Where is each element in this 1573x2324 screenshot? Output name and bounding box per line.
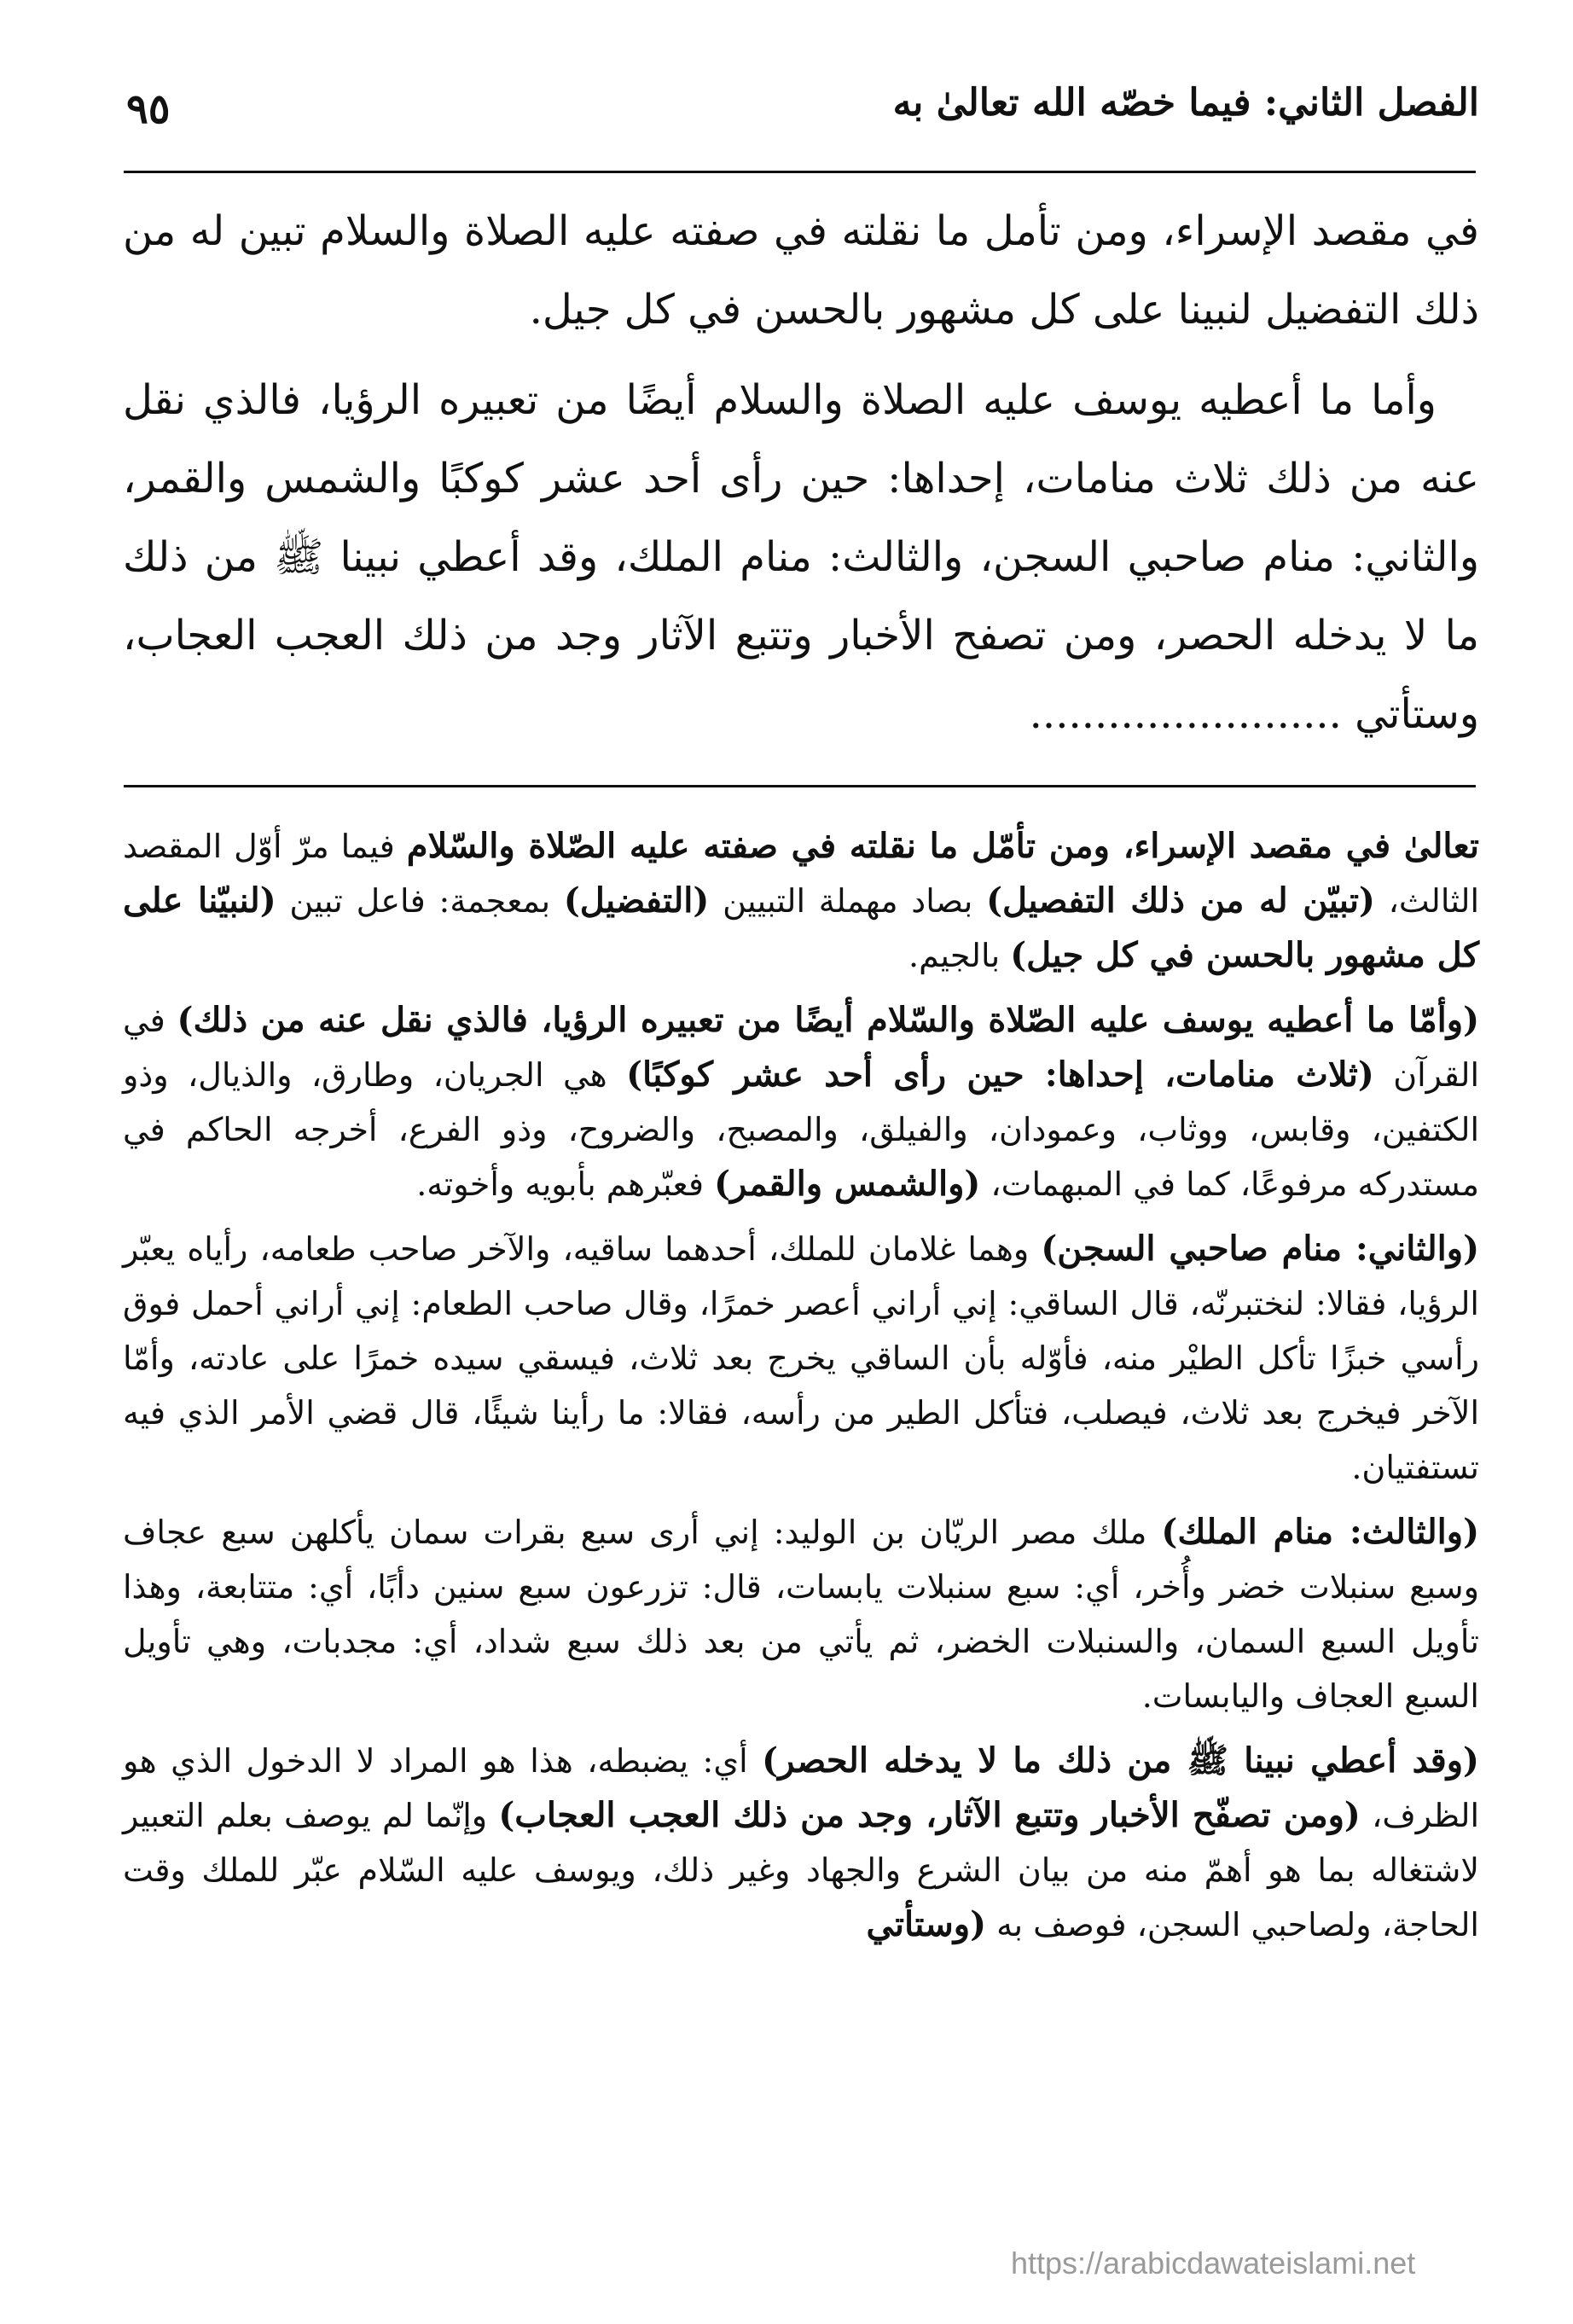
quoted-text: (والثاني: منام صاحبي السجن)	[1041, 1229, 1480, 1269]
commentary-text: بصاد مهملة التبيين	[709, 882, 987, 920]
commentary-paragraph-2	[123, 993, 1479, 1211]
quoted-text: (وستأتي	[866, 1904, 987, 1944]
commentary-text: ملك مصر الريّان بن الوليد: إني أرى سبع بقرات سمان يأكلهن سبع عجاف وسبع سنبلات خضر وأُخر، أي: سبع سنبلات يابسات، قال: تزرعون سبع سنين دأبًا، أي: متتابعة، وهذا تأويل السبع السمان، والسنبلات الخضر، ثم يأتي من بعد ذلك سبع شداد، أي: مجدبات، وهي تأويل السبع العجاف واليابسات.	[123, 1514, 1479, 1715]
commentary-text: فيما مرّ أوّل المقصد الثالث،	[123, 828, 1480, 920]
main-text-block	[123, 192, 1479, 765]
main-paragraph-2	[123, 361, 1479, 753]
commentary-paragraph-1	[123, 819, 1479, 983]
quoted-text: (التفضيل)	[563, 880, 710, 921]
quoted-text: تعالىٰ في مقصد الإسراء، ومن تأمّل ما نقلته في صفته عليه الصّلاة والسّلام	[406, 826, 1480, 866]
quoted-text: (لنبيّنا على كل مشهور بالحسن في كل جيل)	[123, 880, 1479, 975]
quoted-text: (وأمّا ما أعطيه يوسف عليه الصّلاة والسّلام أيضًا من تعبيره الرؤيا، فالذي نقل عنه من ذلك)	[177, 1000, 1480, 1040]
commentary-text: بالجيم.	[908, 937, 1011, 974]
commentary-block	[123, 819, 1479, 1962]
watermark-url: https://arabicdawateislami.net	[1011, 2246, 1416, 2280]
commentary-divider	[124, 785, 1476, 787]
quoted-text: (ومن تصفّح الأخبار وتتبع الآثار، وجد من ذلك العجب العجاب)	[498, 1795, 1361, 1835]
commentary-paragraph-4	[123, 1505, 1479, 1723]
quoted-text: (تبيّن له من ذلك التفصيل)	[986, 880, 1375, 921]
commentary-text: وإنّما لم يوصف بعلم التعبير لاشتغاله بما هو أهمّ منه من بيان الشرع والجهاد وغير ذلك، ويوسف عليه السّلام عبّر للملك وقت الحاجة، ولصاحبي السجن، فوصف به	[123, 1797, 1479, 1943]
chapter-header-title: الفصل الثاني: فيما خصّه الله تعالىٰ به	[892, 81, 1479, 125]
commentary-paragraph-3	[123, 1222, 1479, 1495]
commentary-text: بمعجمة: فاعل تبين	[276, 882, 564, 920]
main-paragraph-2-text: وأما ما أعطيه يوسف عليه الصلاة والسلام أيضًا من تعبيره الرؤيا، فالذي نقل عنه من ذلك ثلاث منامات، إحداها: حين رأى أحد عشر كوكبًا والشمس والقمر، والثاني: منام صاحبي السجن، والثالث: منام الملك، وقد أعطي نبينا ﷺ من ذلك ما لا يدخله الحصر، ومن تصفح الأخبار وتتبع الآثار وجد من ذلك العجب العجاب، وستأتي	[123, 376, 1479, 738]
commentary-paragraph-5	[123, 1734, 1479, 1952]
quoted-text: (والشمس والقمر)	[714, 1164, 981, 1204]
header-rule	[124, 171, 1476, 173]
quoted-text: (ثلاث منامات، إحداها: حين رأى أحد عشر كوكبًا)	[626, 1055, 1374, 1095]
page-number: ٩٥	[126, 85, 171, 133]
commentary-text: في القرآن	[123, 1002, 1480, 1094]
commentary-text: أي: يضبطه، هذا هو المراد لا الدخول الذي هو الظرف،	[123, 1742, 1480, 1834]
commentary-text: هي الجريان، وطارق، والذيال، وذو الكتفين، وقابس، ووثاب، وعمودان، والفيلق، والمصبح، والضروح، وذو الفرع، أخرجه الحاكم في مستدركه مرفوعًا، كما في المبهمات،	[123, 1056, 1479, 1203]
main-paragraph-1: في مقصد الإسراء، ومن تأمل ما نقلته في صفته عليه الصلاة والسلام تبين له من ذلك التفضيل لنبينا على كل مشهور بالحسن في كل جيل.	[123, 207, 1479, 334]
quoted-text: (وقد أعطي نبينا ﷺ من ذلك ما لا يدخله الحصر)	[762, 1740, 1479, 1781]
commentary-text: فعبّرهم بأبويه وأخوته.	[416, 1165, 715, 1203]
continuation-dots: ........................	[1029, 690, 1342, 738]
quoted-text: (والثالث: منام الملك)	[1161, 1512, 1479, 1552]
commentary-text: وهما غلامان للملك، أحدهما ساقيه، والآخر صاحب طعامه، رأياه يعبّر الرؤيا، فقالا: لنختبرنّه، قال الساقي: إني أراني أعصر خمرًا، وقال صاحب الطعام: إني أراني أحمل فوق رأسي خبزًا تأكل الطيْر منه، فأوّله بأن الساقي يخرج بعد ثلاث، فيسقي سيده خمرًا على عادته، وأمّا الآخر فيخرج بعد ثلاث، فيصلب، فتأكل الطير من رأسه، فقالا: ما رأينا شيئًا، قال قضي الأمر الذي فيه تستفتيان.	[123, 1230, 1479, 1486]
